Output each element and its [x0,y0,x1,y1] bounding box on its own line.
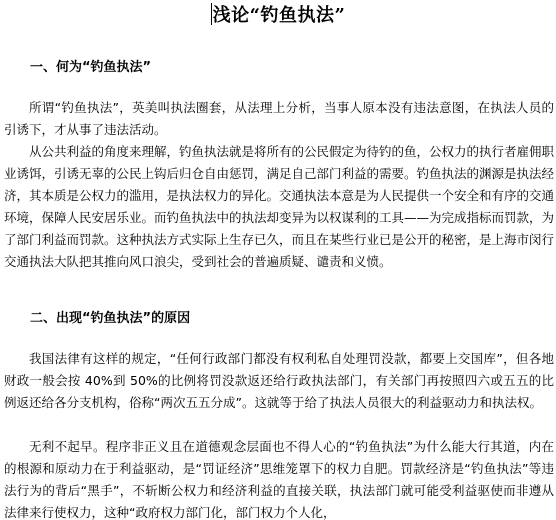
text-cursor [211,3,212,25]
body-paragraph[interactable]: 我国法律有这样的规定，“任何行政部门都没有权利私自处理罚没款，都要上交国库”，但各地财政一般会按 40%到 50%的比例将罚没款返还给行政执法部门，有关部门再按照四六或五五的比例返还给各分支机构，俗称“两次五五分成”。这就等于给了执法人员很大的利益驱动力和执法权。 [4,351,554,410]
title-line [0,2,556,30]
section-heading-what-is[interactable]: 一、何为“钓鱼执法” [30,60,152,75]
body-paragraph[interactable]: 从公共利益的角度来理解，钓鱼执法就是将所有的公民假定为待钓的鱼，公权力的执行者雇佣职业诱饵，引诱无辜的公民上钩后归仓自由惩罚，满足自己部门利益的需要。钓鱼执法的渊源是执法经济，其本质是公权力的滥用，是执法权力的异化。交通执法本意是为人民提供一个安全和有序的交通环境，保障人民安居乐业。而钓鱼执法中的执法却变异为以权谋利的工具——为完成指标而罚款，为了部门利益而罚款。这种执法方式实际上生存已久，而且在某些行业已是公开的秘密，是上海市闵行交通执法大队把其推向风口浪尖，受到社会的普遍质疑、谴责和义愤。 [4,144,555,269]
document-title[interactable]: 浅论“钓鱼执法” [212,5,346,26]
body-paragraph[interactable]: 所谓“钓鱼执法”，英美叫执法圈套，从法理上分析，当事人原本没有违法意图，在执法人员的引诱下，才从事了违法活动。 [4,100,554,137]
body-paragraph[interactable]: 无利不起早。程序非正义且在道德观念层面也不得人心的“钓鱼执法”为什么能大行其道，内在的根源和原动力在于利益驱动，是“罚证经济”思维笼罩下的权力自肥。罚款经济是“钓鱼执法”等违法行为的背后“黑手”，不斩断公权力和经济利益的直接关联，执法部门就可能受利益驱使而非遵从法律来行使权力，这种“政府权力部门化，部门权力个人化， [4,439,554,520]
section-heading-causes[interactable]: 二、出现“钓鱼执法”的原因 [30,311,191,326]
